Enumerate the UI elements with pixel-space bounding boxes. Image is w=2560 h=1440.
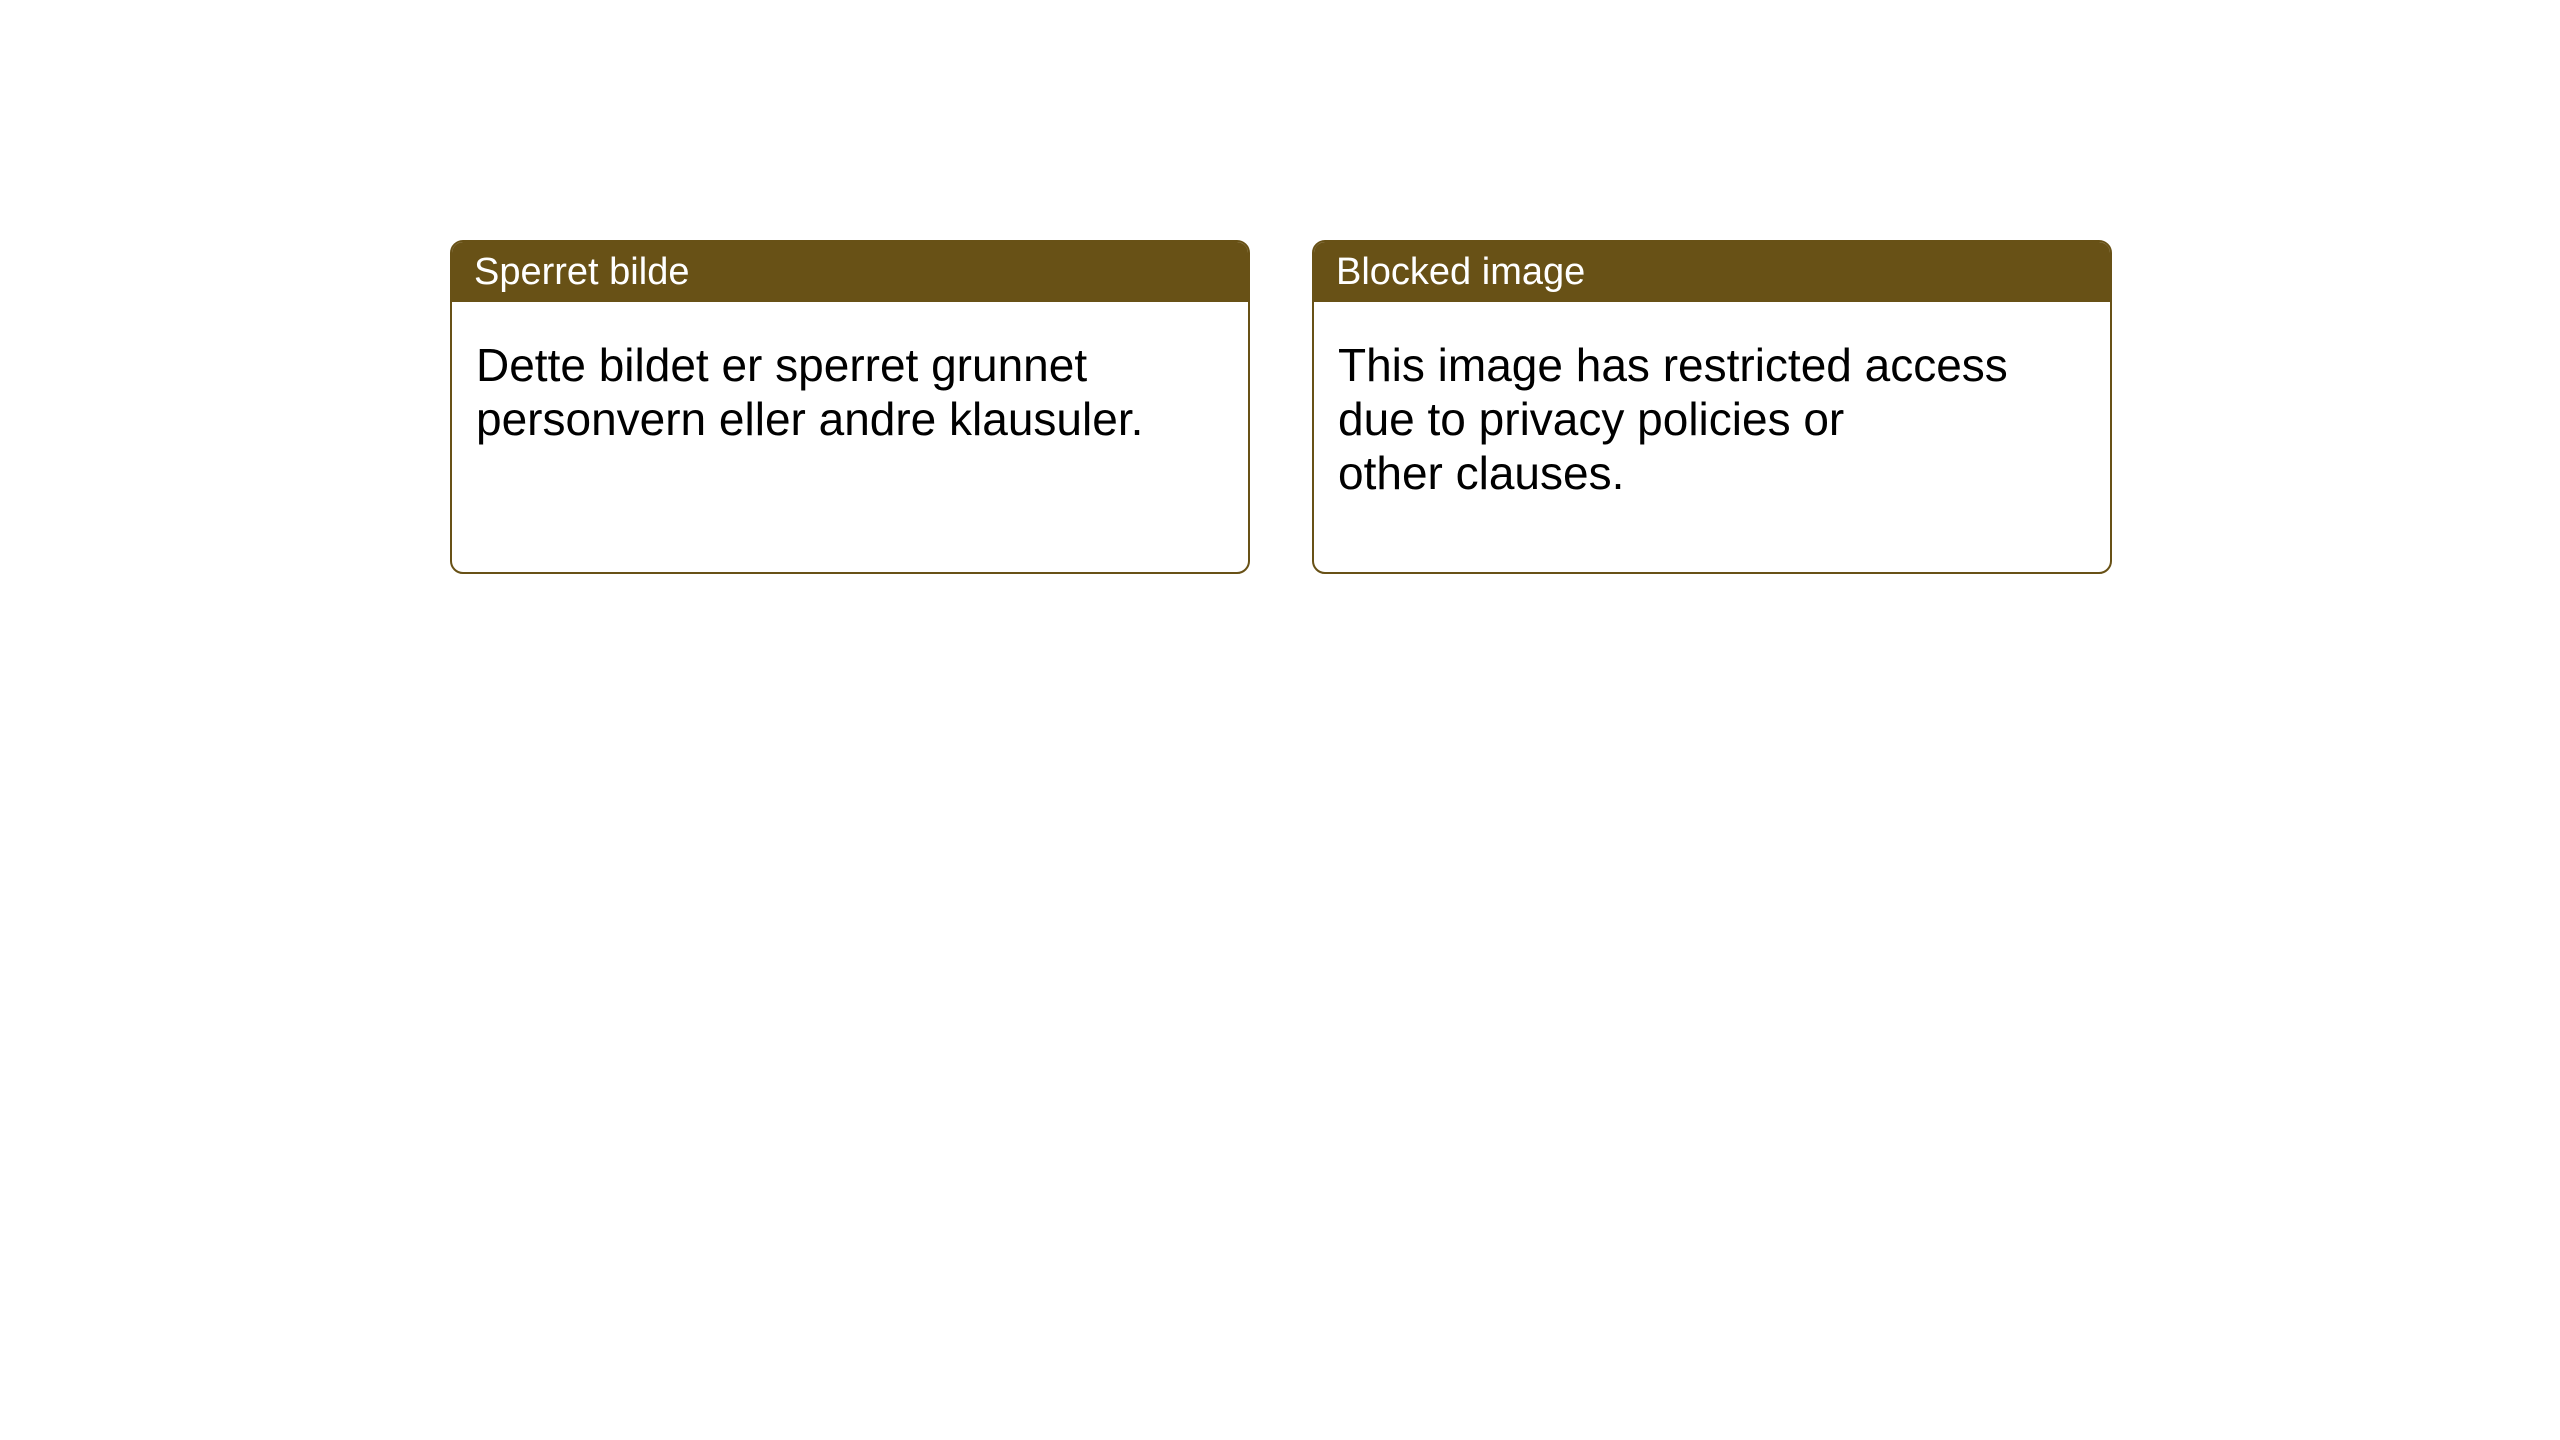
card-sperret-bilde: [450, 240, 1250, 574]
card-title: Sperret bilde: [474, 251, 690, 293]
body-line: due to privacy policies or: [1338, 393, 1845, 445]
body-line: other clauses.: [1338, 447, 1625, 499]
card-title: Blocked image: [1336, 251, 1586, 293]
card-header: [1314, 242, 2110, 302]
body-line: This image has restricted access: [1338, 339, 2008, 391]
card-body: [1314, 302, 2110, 500]
body-line: personvern eller andre klausuler.: [476, 393, 1144, 445]
card-body: [452, 302, 1248, 446]
card-blocked-image: [1312, 240, 2112, 574]
body-line: Dette bildet er sperret grunnet: [476, 339, 1088, 391]
card-header: [452, 242, 1248, 302]
